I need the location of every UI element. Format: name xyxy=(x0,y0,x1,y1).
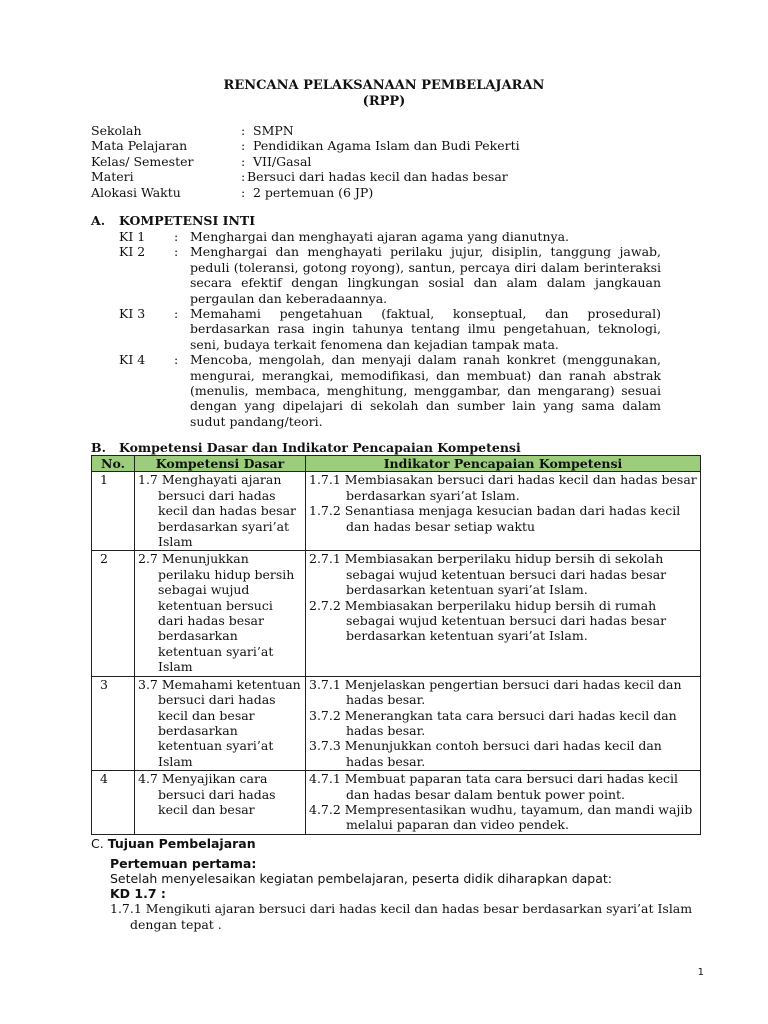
document-subtitle: (RPP) xyxy=(362,94,406,109)
kd-text: 4.7 Menyajikan cara bersuci dari hadas kecil dan besar xyxy=(138,771,276,817)
info-label: Kelas/ Semester xyxy=(91,153,194,169)
table-row xyxy=(92,472,701,551)
section-title: Kompetensi Dasar dan Indikator Pencapaian Kompetensi xyxy=(119,440,521,455)
indicator-item: 3.7.2 Menerangkan tata cara bersuci dari hadas kecil dan hadas besar. xyxy=(309,707,677,738)
ki-separator: : xyxy=(174,229,179,244)
section-a-heading xyxy=(91,213,255,228)
info-row-time xyxy=(91,185,520,200)
kd-text: 2.7 Menunjukkan perilaku hidup bersih sebagai wujud ketentuan bersuci dari hadas besar berdasarkan ketentuan syari’at Islam xyxy=(138,551,295,675)
row-no: 2 xyxy=(92,551,135,676)
document-title: RENCANA PELAKSANAAN PEMBELAJARAN xyxy=(223,78,545,93)
page-number: 1 xyxy=(697,967,704,978)
indicator-item: 1.7.2 Senantiasa menjaga kesucian badan dari hadas kecil dan hadas besar setiap waktu xyxy=(309,503,681,534)
indicator-item: 2.7.2 Membiasakan berperilaku hidup bersih di rumah sebagai wujud ketentuan bersuci dari hadas besar berdasarkan ketentuan syari’at Islam. xyxy=(309,597,667,644)
table-row xyxy=(92,676,701,770)
table-row xyxy=(92,771,701,835)
header-indicator: Indikator Pencapaian Kompetensi xyxy=(306,456,701,472)
section-title: KOMPETENSI INTI xyxy=(119,213,256,228)
ki-text: Memahami pengetahuan (faktual, konseptual, dan prosedural) berdasarkan rasa ingin tahunya tentang ilmu pengetahuan, teknologi, seni, budaya terkait fenomena dan kejadian tampak mata. xyxy=(190,306,661,352)
row-no: 1 xyxy=(92,472,135,551)
row-indicators xyxy=(306,551,701,676)
header-no: No. xyxy=(92,456,135,472)
goal-item: 1.7.1 Mengikuti ajaran bersuci dari hadas kecil dan hadas besar berdasarkan syari’at Islam dengan tepat . xyxy=(110,901,693,932)
info-row-class xyxy=(91,154,520,169)
ki-item xyxy=(119,229,661,244)
info-separator: : xyxy=(241,153,246,169)
info-value: Bersuci dari hadas kecil dan hadas besar xyxy=(247,169,508,185)
kd-label: KD 1.7 : xyxy=(110,886,166,901)
info-label: Sekolah xyxy=(91,123,142,138)
row-basic-competency xyxy=(135,472,306,551)
row-no: 3 xyxy=(92,676,135,770)
ki-text: Menghargai dan menghayati perilaku jujur, disiplin, tanggung jawab, peduli (toleransi, gotong royong), santun, percaya diri dalam berinteraksi secara efektif dengan lingkungan sosial dan alam dalam jangkauan pergaulan dan keberadaannya. xyxy=(190,244,661,306)
section-letter: B. xyxy=(91,440,106,455)
ki-text: Menghargai dan menghayati ajaran agama yang dianutnya. xyxy=(190,229,570,244)
indicator-item: 3.7.1 Menjelaskan pengertian bersuci dari hadas kecil dan hadas besar. xyxy=(309,676,682,708)
info-value: VII/Gasal xyxy=(253,153,312,169)
row-no: 4 xyxy=(92,771,135,835)
info-label: Mata Pelajaran xyxy=(91,138,188,154)
core-competency-list xyxy=(119,229,661,429)
info-value: SMPN xyxy=(253,123,294,138)
indicator-item: 3.7.3 Menunjukkan contoh bersuci dari hadas kecil dan hadas besar. xyxy=(309,738,662,769)
section-letter: A. xyxy=(91,213,106,228)
table-row xyxy=(92,551,701,676)
ki-text: Mencoba, mengolah, dan menyaji dalam ranah konkret (menggunakan, mengurai, merangkai, memodifikasi, dan membuat) dan ranah abstrak (menulis, membaca, menghitung, menggambar, dan mengarang) sesuai dengan yang dipelajari di sekolah dan sumber lain yang sama dalam sudut pandang/teori. xyxy=(190,352,661,429)
ki-item xyxy=(119,352,661,429)
info-row-subject xyxy=(91,138,520,153)
row-basic-competency xyxy=(135,676,306,770)
info-separator: : xyxy=(241,184,246,200)
competency-table xyxy=(91,455,701,835)
info-row-material xyxy=(91,169,520,184)
row-basic-competency xyxy=(135,551,306,676)
indicator-item: 1.7.1 Membiasakan bersuci dari hadas kecil dan hadas besar berdasarkan syari’at Islam. xyxy=(309,472,697,503)
ki-key: KI 2 xyxy=(119,244,146,260)
section-c-heading xyxy=(91,836,256,851)
kd-text: 3.7 Memahami ketentuan bersuci dari hadas kecil dan besar berdasarkan ketentuan syari’at Islam xyxy=(138,676,301,769)
info-value: Pendidikan Agama Islam dan Budi Pekerti xyxy=(253,138,520,154)
info-separator: : xyxy=(241,169,246,185)
ki-key: KI 3 xyxy=(119,306,146,322)
header-basic-competency: Kompetensi Dasar xyxy=(135,456,306,472)
info-label: Materi xyxy=(91,169,134,185)
row-indicators xyxy=(306,771,701,835)
ki-item xyxy=(119,306,661,352)
section-letter: C. xyxy=(91,836,104,851)
ki-separator: : xyxy=(174,306,179,322)
indicator-item: 4.7.2 Mempresentasikan wudhu, tayamum, dan mandi wajib melalui paparan dan video pendek. xyxy=(309,801,693,833)
learning-goals xyxy=(110,856,612,901)
info-separator: : xyxy=(241,123,246,138)
section-title: Tujuan Pembelajaran xyxy=(107,836,256,851)
ki-separator: : xyxy=(174,244,179,260)
row-indicators xyxy=(306,472,701,551)
row-basic-competency xyxy=(135,771,306,835)
info-label: Alokasi Waktu xyxy=(91,184,181,200)
info-row-school xyxy=(91,123,520,138)
goals-intro: Setelah menyelesaikan kegiatan pembelajaran, peserta didik diharapkan dapat: xyxy=(110,871,613,886)
identity-block xyxy=(91,123,520,200)
section-b-heading xyxy=(91,440,521,455)
kd-text: 1.7 Menghayati ajaran bersuci dari hadas kecil dan hadas besar berdasarkan syari’at Islam xyxy=(138,472,297,550)
info-value: 2 pertemuan (6 JP) xyxy=(253,184,374,200)
meeting-label: Pertemuan pertama: xyxy=(110,856,257,871)
ki-separator: : xyxy=(174,352,179,368)
info-separator: : xyxy=(241,138,246,154)
table-header-row xyxy=(92,456,701,472)
ki-key: KI 4 xyxy=(119,352,146,368)
row-indicators xyxy=(306,676,701,770)
ki-item xyxy=(119,244,661,306)
indicator-item: 4.7.1 Membuat paparan tata cara bersuci dari hadas kecil dan hadas besar dalam bentuk power point. xyxy=(309,771,678,802)
ki-key: KI 1 xyxy=(119,229,146,244)
indicator-item: 2.7.1 Membiasakan berperilaku hidup bersih di sekolah sebagai wujud ketentuan bersuci dari hadas besar berdasarkan ketentuan syari’at Islam. xyxy=(309,551,667,598)
